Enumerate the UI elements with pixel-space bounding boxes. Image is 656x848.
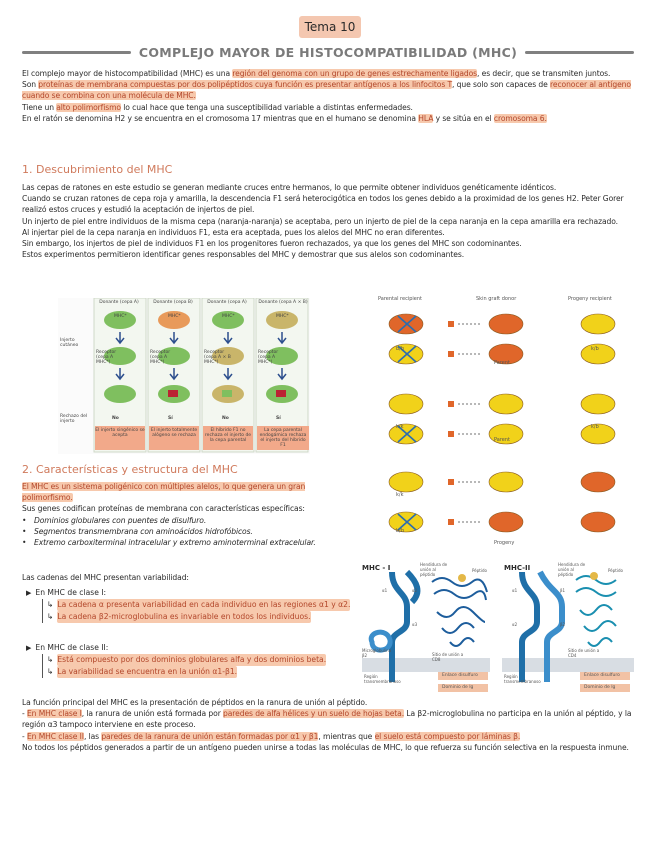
result-label: No — [222, 416, 229, 421]
graft-square — [448, 351, 454, 357]
s1-line: Cuando se cruzan ratones de cepa roja y amarilla, la descendencia F1 será heterocigótica en todos los genes debido a la proximidad de los genes H2. Peter Gorer realizó estos cruces y estudió la aceptación de injertos de piel. — [22, 194, 624, 215]
clase1-item: ↳ La cadena α presenta variabilidad en cada individuo en las regiones α1 y α2. — [47, 600, 351, 609]
s1-line: Estos experimentos permitieron identificar genes responsables del MHC y demostrar que sus alelos son codominantes. — [22, 250, 465, 260]
mhc-label: MHC* — [114, 314, 127, 319]
footer-block — [22, 697, 634, 753]
s1-line: Sin embargo, los injertos de piel de individuos F1 en los progenitores fueron rechazados, ya que los genes del MHC son codominantes. — [22, 239, 522, 249]
title-line-right — [525, 51, 634, 54]
graft-patch — [168, 390, 178, 397]
clase2-label: ▶ En MHC de clase II: — [26, 643, 109, 652]
s2-intro: Sus genes codifican proteínas de membrana con características específicas: — [22, 504, 305, 514]
section1-heading: 1. Descubrimiento del MHC — [22, 163, 173, 176]
fig3-label: Hendidura de unión al péptido — [558, 562, 586, 577]
mouse — [581, 472, 615, 492]
fig3-label: α3 — [412, 622, 418, 627]
s2-highlight: El MHC es un sistema poligénico con múltiples alelos, lo que genera un gran polimorfismo. — [22, 482, 306, 503]
donor-label: Donante (cepa A) — [99, 300, 139, 305]
graft-patch — [276, 390, 286, 397]
mouse — [489, 472, 523, 492]
title-row — [22, 41, 634, 63]
caption-box: La cepa parental endogámica rechaza el injerto del híbrido F1 — [257, 426, 309, 450]
title-line-left — [22, 51, 131, 54]
fig3-label: Sitio de unión a CD8 — [432, 652, 464, 662]
fig2-header: Skin graft donor — [476, 296, 517, 302]
graft-patch — [222, 390, 232, 397]
mhc-label: MHC* — [168, 314, 181, 319]
footer-f3: - En MHC clase II, las paredes de la ranura de unión están formadas por α1 y β1, mientras que el suelo está compuesto por láminas β. — [22, 731, 521, 741]
fig3-label: Microglobulina β2 — [362, 648, 392, 658]
mouse — [581, 512, 615, 532]
genotype: b/b — [396, 528, 405, 534]
graft-square — [448, 479, 454, 485]
receptor-label: Receptor (cepa A MHC*) — [96, 350, 117, 365]
mhc-structure-svg — [362, 562, 634, 702]
graft-square — [448, 401, 454, 407]
graft-square — [448, 519, 454, 525]
caption-box: El injerto singénico se acepta — [95, 426, 145, 450]
mouse — [489, 512, 523, 532]
fig3-label: α2 — [412, 588, 418, 593]
receptor-label: Receptor (cepa A MHC*) — [150, 350, 171, 365]
intro-p2: Son proteínas de membrana compuestas por dos polipéptidos cuya función es presentar antígenos a los linfocitos T, que solo son capaces de reconocer al antígeno cuando se combina con una molécula de MHC. — [22, 80, 631, 101]
footer-f1: La función principal del MHC es la presentación de péptidos en la ranura de unión al péptido. — [22, 698, 368, 707]
clase2-item: ↳ Está compuesto por dos dominios globulares alfa y dos dominios beta. — [47, 655, 327, 664]
clase1-item: ↳ La cadena β2-microglobulina es invariable en todos los individuos. — [47, 612, 311, 621]
fig3-label: Región transmembranoso — [504, 674, 541, 684]
mouse — [581, 314, 615, 334]
mouse — [389, 472, 423, 492]
graft-patch — [114, 390, 124, 397]
footer-f2: - En MHC clase I, la ranura de unión está formada por paredes de alfa hélices y un suelo de hojas beta. La β2-microglobulina no participa en la unión al péptido, y la región α3 tampoco interviene en este proceso. — [22, 709, 632, 730]
fig3-label: β2 — [560, 622, 566, 627]
s1-line: Un injerto de piel entre individuos de la misma cepa (naranja-naranja) se aceptaba, pero un injerto de piel de la cepa naranja en la cepa amarilla era rechazado. — [22, 216, 618, 226]
fig3-label: β1 — [560, 588, 566, 593]
caption-box: El injerto totalmente alógeno se rechaza — [149, 426, 199, 450]
mouse — [389, 394, 423, 414]
receptor-label: Receptor (cepa A MHC*) — [258, 350, 279, 365]
mouse-grafts-svg — [376, 296, 626, 552]
tema-badge: Tema 10 — [299, 16, 361, 38]
clase1-block — [26, 587, 366, 623]
fig3-label: α2 — [512, 622, 518, 627]
clase2-item: ↳ La variabilidad se encuentra en la unión α1-β1. — [47, 667, 238, 676]
clase2-list — [42, 654, 366, 678]
genotype: k/k — [396, 424, 404, 430]
mhc-label: MHC* — [276, 314, 289, 319]
s2-bullets — [22, 515, 342, 549]
mouse — [581, 394, 615, 414]
fig2-progeny-label: Progeny — [494, 540, 515, 546]
mouse — [489, 314, 523, 334]
graft-square — [448, 431, 454, 437]
legend-ig: Dominio de Ig — [442, 685, 474, 690]
mouse — [489, 394, 523, 414]
intro-p1: El complejo mayor de histocompatibilidad (MHC) es una región del genoma con un grupo de genes estrechamente ligados, es decir, que se transmiten juntos. — [22, 69, 611, 78]
result-label: Sí — [168, 416, 173, 421]
fig3-label: α1 — [382, 588, 388, 593]
figure-graft-experiments — [58, 298, 310, 454]
clase1-list — [42, 599, 366, 623]
fig3-label: Sitio de unión a CD4 — [568, 648, 600, 658]
result-label: No — [112, 416, 119, 421]
legend-ig: Dominio de Ig — [584, 685, 616, 690]
fig2-parent-label: Parent — [494, 437, 511, 443]
footer-f4: No todos los péptidos generados a partir de un antígeno pueden unirse a todas las moléculas de MHC, lo que refuerza su función selectiva en la respuesta inmune. — [22, 742, 629, 752]
fig3-label: Región transmembranoso — [364, 674, 401, 684]
s2-bullet: • Segmentos transmembrana con aminoácidos hidrofóbicos. — [22, 526, 342, 537]
genotype: b/b — [396, 346, 405, 352]
mhc1-title: MHC - I — [362, 564, 391, 572]
fig3-label: Péptido — [608, 568, 623, 573]
fig3-label: Péptido — [472, 568, 487, 573]
s2-bullet: • Extremo carboxiterminal intracelular y extremo aminoterminal extracelular. — [22, 537, 342, 548]
legend-disulfide: Enlace disulfuro — [584, 673, 620, 678]
caption-box: El híbrido F1 no rechaza el injerto de la cepa parental — [203, 426, 253, 450]
genotype: k/b — [591, 424, 599, 430]
fig2-parent-label: Parent — [494, 360, 511, 366]
section2-text — [22, 481, 342, 548]
donor-label: Donante (cepa A) — [207, 300, 247, 305]
fig3-label: α1 — [512, 588, 518, 593]
legend-disulfide: Enlace disulfuro — [442, 673, 478, 678]
mhc2-title: MHC-II — [504, 564, 531, 572]
intro-block — [22, 68, 634, 124]
graft-square — [448, 321, 454, 327]
s1-line: Las cepas de ratones en este estudio se generan mediante cruces entre hermanos, lo que permite obtener individuos genéticamente idénticos. — [22, 183, 557, 192]
fig2-header: Progeny recipient — [568, 296, 612, 302]
receptor-label: Receptor (cepa A × B MHC*) — [204, 350, 231, 365]
genotype: k/b — [591, 346, 599, 352]
section1-text — [22, 182, 634, 260]
figure-mouse-grafts — [376, 296, 626, 552]
donor-label: Donante (cepa B) — [153, 300, 193, 305]
figure-mhc-structures — [362, 562, 634, 702]
clase2-block — [26, 642, 366, 678]
fig2-header: Parental recipient — [378, 296, 422, 302]
clase1-label: ▶ En MHC de clase I: — [26, 588, 107, 597]
mhc-label: MHC* — [222, 314, 235, 319]
s2-bullet: • Dominios globulares con puentes de disulfuro. — [22, 515, 342, 526]
fig3-label: Hendidura de unión al péptido — [420, 562, 448, 577]
rechazo-label: Rechazo del injerto — [60, 414, 88, 424]
chains-line: Las cadenas del MHC presentan variabilidad: — [22, 573, 189, 582]
intro-p3: Tiene un alto polimorfismo lo cual hace que tenga una susceptibilidad variable a distintas enfermedades. — [22, 102, 413, 112]
genotype: k/k — [396, 492, 404, 498]
s1-line: Al injertar piel de la cepa naranja en individuos F1, esta era aceptada, pues los alelos del MHC no eran diferentes. — [22, 227, 445, 237]
result-label: Sí — [276, 416, 281, 421]
page-title: COMPLEJO MAYOR DE HISTOCOMPATIBILIDAD (MHC) — [138, 44, 518, 60]
injerto-label: Injerto cutáneo — [60, 338, 79, 348]
donor-label: Donante (cepa A × B) — [258, 300, 308, 305]
intro-p4: En el ratón se denomina H2 y se encuentra en el cromosoma 17 mientras que en el humano se denomina HLA y se sitúa en el cromosoma 6. — [22, 113, 547, 123]
section2-heading: 2. Características y estructura del MHC — [22, 463, 238, 476]
